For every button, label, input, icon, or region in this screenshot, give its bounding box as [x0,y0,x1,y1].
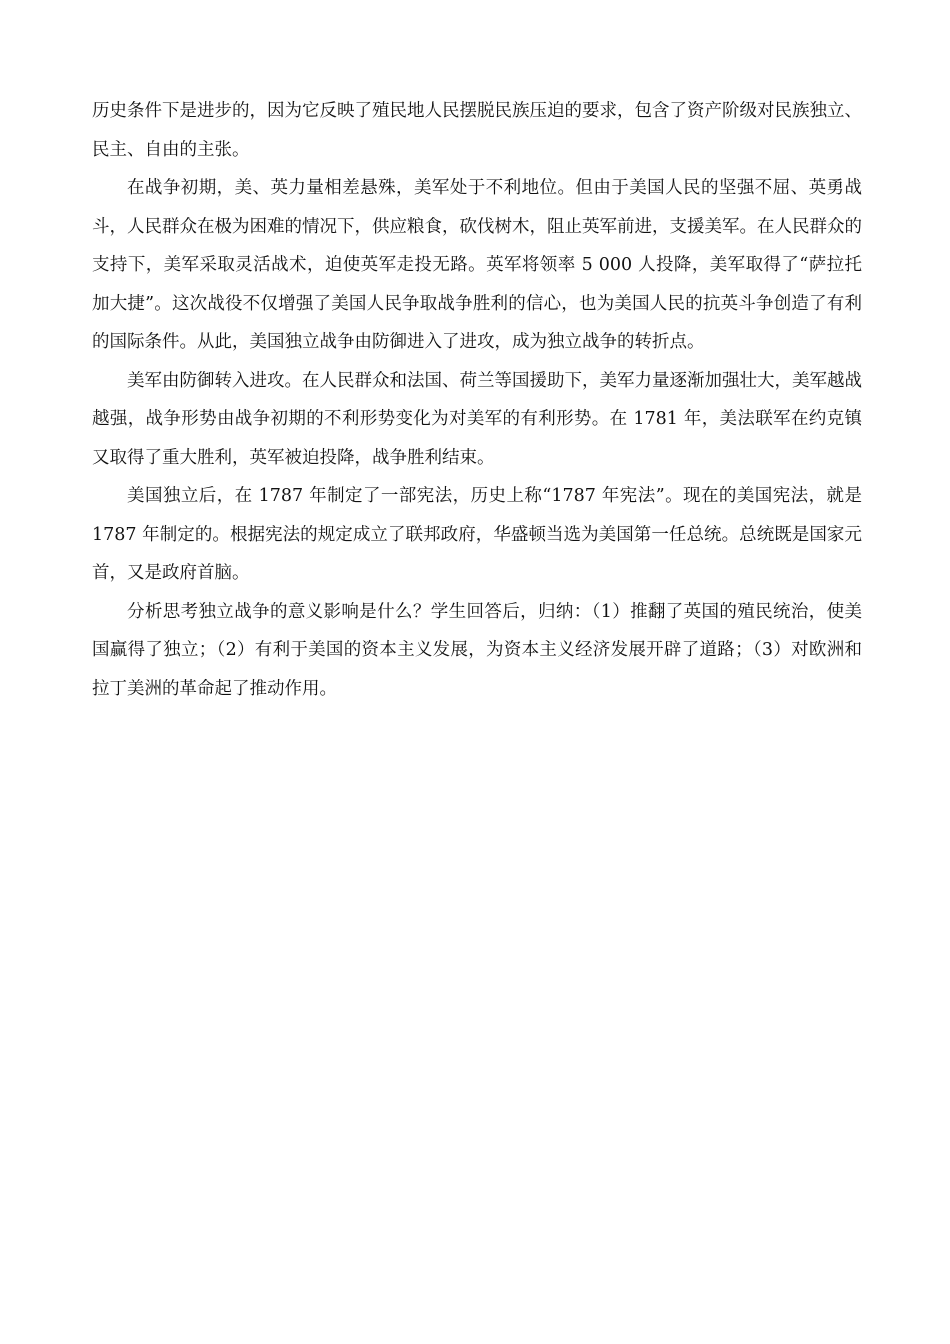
paragraph-continuation: 历史条件下是进步的，因为它反映了殖民地人民摆脱民族压迫的要求，包含了资产阶级对民族独立、民主、自由的主张。 [92,101,862,160]
document-body [92,92,862,708]
paragraph-offensive: 美军由防御转入进攻。在人民群众和法国、荷兰等国援助下，美军力量逐渐加强壮大，美军越战越强，战争形势由战争初期的不利形势变化为对美军的有利形势。在 1781 年，美法联军在约克镇又取得了重大胜利，英军被迫投降，战争胜利结束。 [92,370,862,468]
paragraph-constitution: 美国独立后，在 1787 年制定了一部宪法，历史上称“1787 年宪法”。现在的美国宪法，就是 1787 年制定的。根据宪法的规定成立了联邦政府，华盛顿当选为美国第一任总统。总统既是国家元首，又是政府首脑。 [92,486,862,583]
paragraph-significance: 分析思考独立战争的意义影响是什么？学生回答后，归纳：（1）推翻了英国的殖民统治，使美国赢得了独立；（2）有利于美国的资本主义发展，为资本主义经济发展开辟了道路；（3）对欧洲和拉丁美洲的革命起了推动作用。 [92,601,862,699]
paragraph-early-war: 在战争初期，美、英力量相差悬殊，美军处于不利地位。但由于美国人民的坚强不屈、英勇战斗，人民群众在极为困难的情况下，供应粮食，砍伐树木，阻止英军前进，支援美军。在人民群众的支持下，美军采取灵活战术，迫使英军走投无路。英军将领率 5 000 人投降，美军取得了“萨拉托加大捷”。这次战役不仅增强了美国人民争取战争胜利的信心，也为美国人民的抗英斗争创造了有利的国际条件。从此，美国独立战争由防御进入了进攻，成为独立战争的转折点。 [92,178,862,352]
